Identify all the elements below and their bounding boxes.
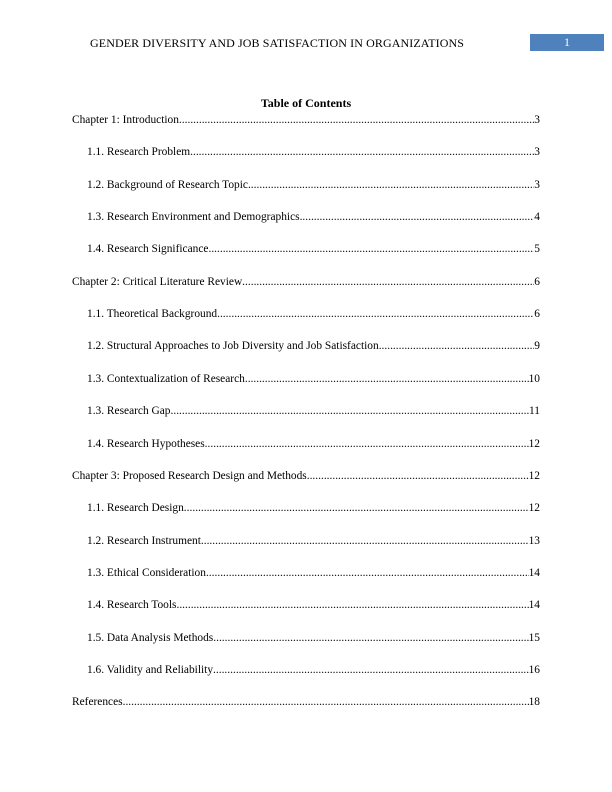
toc-entry-page: 6 [534,308,540,321]
toc-entry[interactable] [87,501,540,515]
toc-entry-label: Chapter 2: Critical Literature Review [72,275,243,288]
toc-dot-leader [171,404,530,418]
page-number-badge [530,34,604,51]
toc-dot-leader [245,372,529,386]
toc-entry-label: 1.4. Research Hypotheses [87,437,205,450]
toc-entry-page: 3 [534,178,540,191]
toc-entry-page: 18 [528,696,540,709]
toc-entry[interactable] [72,469,540,483]
toc-entry-label: 1.3. Research Gap [87,405,171,418]
page-header [0,0,612,60]
toc-dot-leader [307,469,529,483]
toc-entry-label: 1.2. Research Instrument [87,534,201,547]
toc-entry[interactable] [87,404,540,418]
toc-dot-leader [379,339,535,353]
toc-entry[interactable] [87,631,540,645]
toc-entry-page: 6 [534,275,540,288]
toc-entry-label: 1.3. Ethical Consideration [87,566,206,579]
toc-dot-leader [205,437,529,451]
toc-entry-label: 1.4. Research Significance [87,243,209,256]
toc-entry[interactable] [72,113,540,127]
toc-entry[interactable] [87,307,540,321]
toc-entry-page: 12 [528,437,540,450]
toc-dot-leader [184,501,529,515]
toc-entry-label: 1.1. Theoretical Background [87,308,218,321]
toc-entry-page: 5 [534,243,540,256]
toc-dot-leader [213,631,528,645]
toc-entry-page: 14 [528,566,540,579]
toc-dot-leader [242,275,534,289]
toc-entry-label: Chapter 1: Introduction [72,114,179,126]
toc-entry[interactable] [87,566,540,580]
toc-entry[interactable] [87,178,540,192]
toc-entry-page: 13 [528,534,540,547]
toc-entry-label: References [72,696,123,709]
toc-entry-label: 1.2. Background of Research Topic [87,178,248,191]
toc-dot-leader [217,307,534,321]
toc-dot-leader [208,242,534,256]
toc-entry-label: 1.2. Structural Approaches to Job Diversity and Job Satisfaction [87,340,379,353]
toc-entry[interactable] [87,437,540,451]
toc-entry-page: 12 [528,502,540,515]
toc-entry[interactable] [87,663,540,677]
toc-entry[interactable] [87,598,540,612]
toc-entry-page: 16 [528,663,540,676]
toc-entry-page: 9 [534,340,540,353]
toc-entry-page: 4 [534,211,540,224]
toc-entry[interactable] [87,210,540,224]
toc-entry-label: 1.3. Research Environment and Demographics [87,211,300,224]
toc-dot-leader [213,663,529,677]
toc-dot-leader [190,145,534,159]
toc-entry-page: 12 [528,469,540,482]
running-head: GENDER DIVERSITY AND JOB SATISFACTION IN ORGANIZATIONS [90,36,465,50]
toc-dot-leader [179,113,534,127]
toc-entry-label: 1.4. Research Tools [87,599,177,612]
toc-dot-leader [248,178,534,192]
toc-dot-leader [176,598,528,612]
page-number: 1 [564,35,570,49]
toc-entry-label: Chapter 3: Proposed Research Design and Methods [72,469,307,482]
toc-entry[interactable] [87,372,540,386]
toc-entry-page: 14 [528,599,540,612]
toc-dot-leader [123,695,529,709]
toc-entry[interactable] [87,339,540,353]
toc-entry[interactable] [87,242,540,256]
toc-entry[interactable] [72,275,540,289]
toc-entry-label: 1.3. Contextualization of Research [87,372,245,385]
toc-entry-page: 3 [534,114,540,126]
toc-entry-page: 10 [528,372,540,385]
toc-entry[interactable] [72,695,540,709]
toc-entry-label: 1.1. Research Problem [87,146,191,159]
toc-entry[interactable] [87,534,540,548]
toc-entry-page: 11 [529,405,540,418]
toc-title: Table of Contents [260,96,352,110]
toc-entry[interactable] [87,145,540,159]
toc-entry-label: 1.6. Validity and Reliability [87,663,214,676]
toc-dot-leader [206,566,529,580]
toc-entry-label: 1.5. Data Analysis Methods [87,631,214,644]
toc-entry-page: 3 [534,146,540,159]
toc-entry-label: 1.1. Research Design [87,502,184,515]
toc-dot-leader [300,210,535,224]
toc-dot-leader [201,534,529,548]
toc-entry-page: 15 [528,631,540,644]
